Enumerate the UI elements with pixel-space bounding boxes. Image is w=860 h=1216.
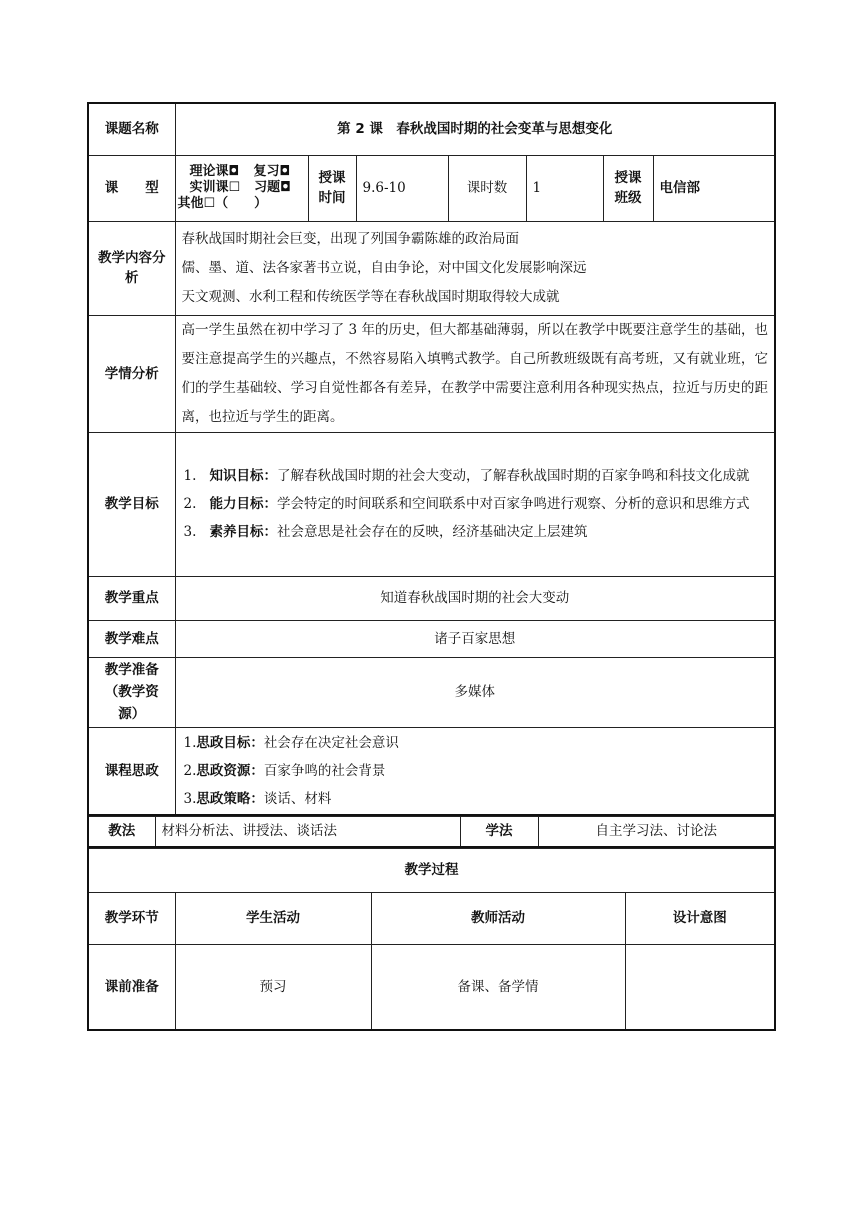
ideology-item: 1. 思政目标： 社会存在决定社会意识 bbox=[183, 734, 399, 751]
time-label: 授课时间 bbox=[308, 155, 356, 221]
difficulty-row bbox=[88, 620, 775, 657]
type-option-theory: 理论课◘ bbox=[189, 164, 240, 179]
lesson-plan-table bbox=[87, 102, 776, 816]
key-point-row bbox=[88, 576, 775, 620]
content-line: 春秋战国时期社会巨变，出现了列国争霸陈雄的政治局面 bbox=[181, 230, 519, 247]
process-stage: 课前准备 bbox=[88, 944, 175, 1030]
type-options bbox=[175, 155, 308, 221]
ideology-item: 3. 思政策略： 谈话、材料 bbox=[183, 790, 332, 807]
process-header-row bbox=[88, 892, 775, 944]
type-option-practice: 实训课☐ bbox=[189, 180, 241, 195]
key-point-value: 知道春秋战国时期的社会大变动 bbox=[175, 576, 775, 620]
goals-body bbox=[175, 432, 775, 576]
content-analysis-row bbox=[88, 221, 775, 315]
type-option-exercise: 习题◘ bbox=[254, 180, 292, 195]
learn-method-value: 自主学习法、讨论法 bbox=[538, 817, 775, 847]
prep-value: 多媒体 bbox=[175, 657, 775, 727]
content-analysis-body bbox=[175, 221, 775, 315]
teach-method-label: 教法 bbox=[88, 817, 155, 847]
type-row bbox=[88, 155, 775, 221]
content-line: 天文观测、水利工程和传统医学等在春秋战国时期取得较大成就 bbox=[181, 288, 560, 305]
topic-value: 第 2 课 春秋战国时期的社会变革与思想变化 bbox=[175, 103, 775, 155]
student-analysis-label: 学情分析 bbox=[88, 315, 175, 432]
difficulty-value: 诸子百家思想 bbox=[175, 620, 775, 657]
goals-row bbox=[88, 432, 775, 576]
ideology-label: 课程思政 bbox=[88, 727, 175, 815]
goal-item: 2. 能力目标：学会特定的时间联系和空间联系中对百家争鸣进行观察、分析的意识和思维方式 bbox=[183, 496, 750, 512]
prep-label: 教学准备（教学资源） bbox=[88, 657, 175, 727]
difficulty-label: 教学难点 bbox=[88, 620, 175, 657]
time-value: 9.6-10 bbox=[356, 155, 448, 221]
methods-table bbox=[87, 816, 776, 848]
student-analysis-row bbox=[88, 315, 775, 432]
learn-method-label: 学法 bbox=[460, 817, 538, 847]
type-option-review: 复习◘ bbox=[253, 164, 291, 179]
key-point-label: 教学重点 bbox=[88, 576, 175, 620]
prep-row bbox=[88, 657, 775, 727]
ideology-body bbox=[175, 727, 775, 815]
type-option-other: 其他☐（ ） bbox=[177, 196, 268, 211]
goal-item: 1. 知识目标：了解春秋战国时期的社会大变动，了解春秋战国时期的百家争鸣和科技文化成就 bbox=[183, 468, 750, 484]
process-table bbox=[87, 848, 776, 1032]
methods-row bbox=[88, 817, 775, 847]
process-design-intent bbox=[625, 944, 775, 1030]
ideology-row bbox=[88, 727, 775, 815]
hours-value: 1 bbox=[526, 155, 603, 221]
process-header-student: 学生活动 bbox=[175, 892, 371, 944]
lesson-plan-sheet bbox=[87, 102, 774, 1031]
hours-label: 课时数 bbox=[448, 155, 526, 221]
teach-method-value: 材料分析法、讲授法、谈话法 bbox=[155, 817, 460, 847]
topic-label: 课题名称 bbox=[88, 103, 175, 155]
goals-label: 教学目标 bbox=[88, 432, 175, 576]
content-analysis-label: 教学内容分析 bbox=[88, 221, 175, 315]
class-label: 授课班级 bbox=[603, 155, 653, 221]
goal-item: 3. 素养目标：社会意思是社会存在的反映，经济基础决定上层建筑 bbox=[183, 524, 588, 540]
process-title: 教学过程 bbox=[88, 848, 775, 892]
table-row bbox=[88, 944, 775, 1030]
process-header-design: 设计意图 bbox=[625, 892, 775, 944]
process-student-activity: 预习 bbox=[175, 944, 371, 1030]
content-line: 儒、墨、道、法各家著书立说，自由争论，对中国文化发展影响深远 bbox=[181, 259, 587, 276]
process-teacher-activity: 备课、备学情 bbox=[371, 944, 625, 1030]
process-header-stage: 教学环节 bbox=[88, 892, 175, 944]
student-analysis-text: 高一学生虽然在初中学习了 3 年的历史，但大都基础薄弱，所以在教学中既要注意学生的基础，也要注意提高学生的兴趣点，不然容易陷入填鸭式教学。自己所教班级既有高考班，又有就业班，它们的学生基础较、学习自觉性都各有差异，在教学中需要注意利用各种现实热点，拉近与历史的距离，也拉近与学生的距离。 bbox=[175, 315, 775, 432]
ideology-item: 2. 思政资源： 百家争鸣的社会背景 bbox=[183, 762, 386, 779]
type-label: 课 型 bbox=[88, 155, 175, 221]
process-title-row bbox=[88, 848, 775, 892]
topic-row bbox=[88, 103, 775, 155]
process-header-teacher: 教师活动 bbox=[371, 892, 625, 944]
class-value: 电信部 bbox=[653, 155, 775, 221]
